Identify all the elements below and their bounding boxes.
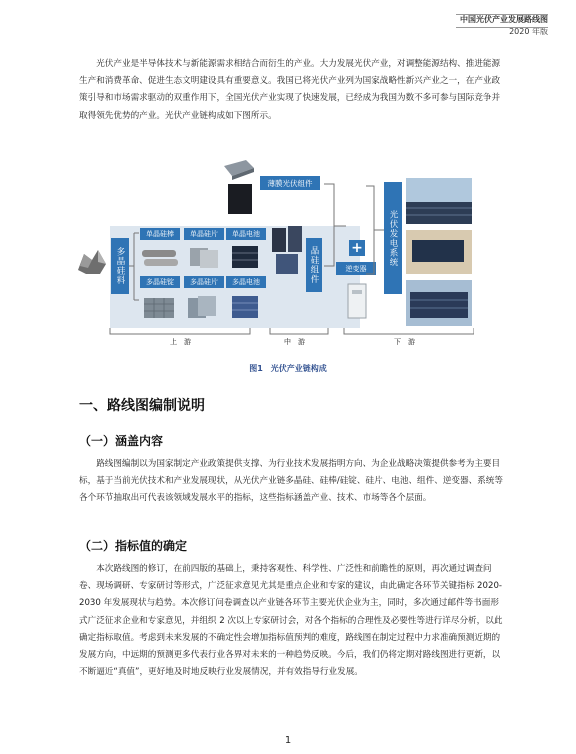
branch-bracket-1 bbox=[129, 228, 139, 308]
header-rule-bottom bbox=[456, 27, 548, 28]
coverage-paragraph: 路线图编制以为国家制定产业政策提供支撑、为行业技术发展指明方向、为企业战略决策提供参考为主要目标，基于当前光伏技术和产业发展现状，从光伏产业链多晶硅、硅棒/硅锭、硅片、电池、组件、逆变器、系统等各个环节抽取出可代表该领域发展水平的指标，这些指标涵盖产业、技术、市场等各个层面。 bbox=[79, 459, 503, 504]
box-mono-cell: 单晶电池 bbox=[226, 228, 266, 240]
label-midstream: 中 游 bbox=[284, 338, 305, 346]
multi-cell-image bbox=[230, 292, 264, 322]
section-heading-1: 一、路线图编制说明 bbox=[79, 398, 205, 414]
box-pv-system: 光伏发电系统 bbox=[384, 182, 402, 294]
plus-sign: + bbox=[349, 240, 365, 256]
multi-ingot-image bbox=[140, 292, 180, 322]
subsection-heading-coverage: （一）涵盖内容 bbox=[79, 434, 164, 448]
intro-paragraph: 光伏产业是半导体技术与新能源需求相结合而衍生的产业。大力发展光伏产业，对调整能源结构、推进能源生产和消费革命、促进生态文明建设具有重要意义。我国已将光伏产业列为国家战略性新兴产业之一，在产业政策引导和市场需求驱动的双重作用下，全国光伏产业实现了快速发展，已经成为我国为数不多可参与国际竞争并取得领先优势的产业。光伏产业链构成如下图所示。 bbox=[79, 59, 501, 121]
polysilicon-chunks-image bbox=[74, 246, 108, 276]
box-multi-wafer: 多晶硅片 bbox=[184, 276, 224, 288]
thin-film-roll-image bbox=[222, 158, 256, 180]
subsection-heading-indicators: （二）指标值的确定 bbox=[79, 539, 188, 553]
box-mono-rod: 单晶硅棒 bbox=[140, 228, 180, 240]
header-title: 中国光伏产业发展路线图 bbox=[460, 15, 548, 24]
header-edition: 2020 年版 bbox=[509, 27, 548, 36]
box-polysilicon: 多晶硅料 bbox=[111, 238, 129, 294]
multi-wafer-image bbox=[186, 292, 224, 322]
pv-system-photos bbox=[406, 178, 472, 328]
box-thin-film: 薄膜光伏组件 bbox=[260, 176, 320, 190]
thin-film-panel-image bbox=[226, 182, 256, 216]
mono-wafer-image bbox=[186, 244, 224, 270]
page-number: 1 bbox=[284, 735, 292, 746]
mono-cell-image bbox=[230, 244, 264, 270]
label-downstream: 下 游 bbox=[394, 338, 415, 346]
indicators-paragraph: 本次路线图的修订，在前四版的基础上，秉持客观性、科学性、广泛性和前瞻性的原则，再次通过调查问卷、现场调研、专家研讨等形式，广泛征求意见尤其是重点企业和专家的建议，由此确定各环节关键指标 2020-2030 年发展现状与趋势。本次修订问卷调查以产业链各环节主要光伏企业为主，同时，多次通过邮件等书面形式广泛征求企业和专家意见，并组织 2 次以上专家研讨会，对各个指标的合理性及必要性等进行详尽分析，以此确定指标取值。考虑到未来发展的不确定性会增加指标值预判的难度，路线图在制定过程中力求准确预测近期的发展方向，中远期的预测更多代表行业各界对未来的一种趋势反映。今后，我们仍将定期对路线图进行更新，以不断逼近“真值”，更好地及时地反映行业发展情况，并有效指导行业发展。 bbox=[79, 564, 503, 678]
box-multi-ingot: 多晶硅锭 bbox=[140, 276, 180, 288]
industry-chain-figure bbox=[74, 158, 474, 353]
inverter-image bbox=[346, 282, 368, 322]
box-crystalline-module: 晶硅组件 bbox=[306, 238, 322, 292]
box-mono-wafer: 单晶硅片 bbox=[184, 228, 224, 240]
running-header bbox=[460, 14, 548, 38]
module-panels-image bbox=[270, 224, 304, 276]
label-upstream: 上 游 bbox=[170, 338, 191, 346]
merge-bracket bbox=[324, 182, 354, 272]
box-inverter: 逆变器 bbox=[336, 262, 376, 275]
figure-caption: 图1 光伏产业链构成 bbox=[249, 364, 327, 373]
box-multi-cell: 多晶电池 bbox=[226, 276, 266, 288]
mono-rod-image bbox=[140, 244, 180, 270]
